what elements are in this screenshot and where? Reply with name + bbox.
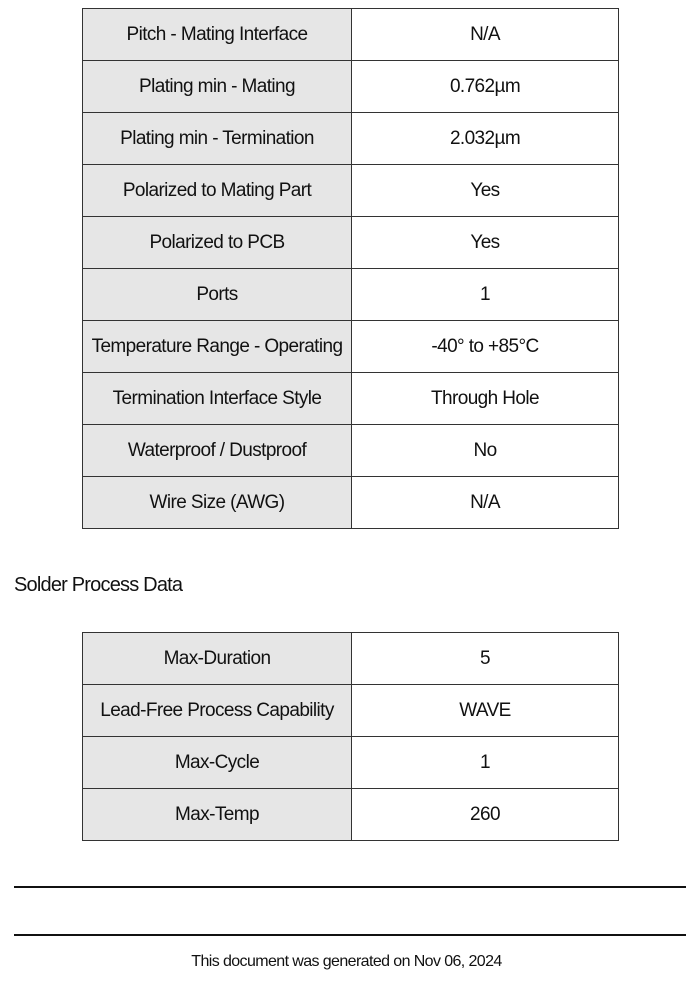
spec-table (82, 8, 619, 529)
table-row (83, 61, 619, 113)
table-row (83, 373, 619, 425)
solder-value: 1 (352, 737, 619, 789)
footer-generated-date: This document was generated on Nov 06, 2024 (191, 953, 502, 970)
table-row (83, 9, 619, 61)
table-row (83, 321, 619, 373)
spec-value: -40° to +85°C (352, 321, 619, 373)
spec-label: Plating min - Mating (83, 61, 352, 113)
spec-value: Through Hole (352, 373, 619, 425)
spec-label: Polarized to PCB (83, 217, 352, 269)
table-row (83, 737, 619, 789)
solder-label: Max-Cycle (83, 737, 352, 789)
solder-value: WAVE (352, 685, 619, 737)
table-row (83, 165, 619, 217)
footer-divider-bottom (14, 934, 686, 936)
table-row (83, 425, 619, 477)
solder-label: Max-Duration (83, 633, 352, 685)
solder-label: Lead-Free Process Capability (83, 685, 352, 737)
spec-value: 0.762µm (352, 61, 619, 113)
spec-value: 1 (352, 269, 619, 321)
spec-label: Temperature Range - Operating (83, 321, 352, 373)
spec-value: No (352, 425, 619, 477)
solder-value: 260 (352, 789, 619, 841)
table-row (83, 633, 619, 685)
table-row (83, 477, 619, 529)
spec-value: Yes (352, 217, 619, 269)
spec-label: Polarized to Mating Part (83, 165, 352, 217)
spec-label: Termination Interface Style (83, 373, 352, 425)
spec-value: Yes (352, 165, 619, 217)
table-row (83, 789, 619, 841)
table-row (83, 685, 619, 737)
footer-divider-top (14, 886, 686, 888)
spec-label: Ports (83, 269, 352, 321)
table-row (83, 113, 619, 165)
spec-label: Pitch - Mating Interface (83, 9, 352, 61)
table-row (83, 269, 619, 321)
solder-process-table (82, 632, 619, 841)
table-row (83, 217, 619, 269)
spec-value: N/A (352, 477, 619, 529)
solder-value: 5 (352, 633, 619, 685)
spec-label: Waterproof / Dustproof (83, 425, 352, 477)
section-title: Solder Process Data (14, 574, 183, 596)
spec-value: N/A (352, 9, 619, 61)
spec-value: 2.032µm (352, 113, 619, 165)
spec-label: Wire Size (AWG) (83, 477, 352, 529)
solder-label: Max-Temp (83, 789, 352, 841)
spec-label: Plating min - Termination (83, 113, 352, 165)
